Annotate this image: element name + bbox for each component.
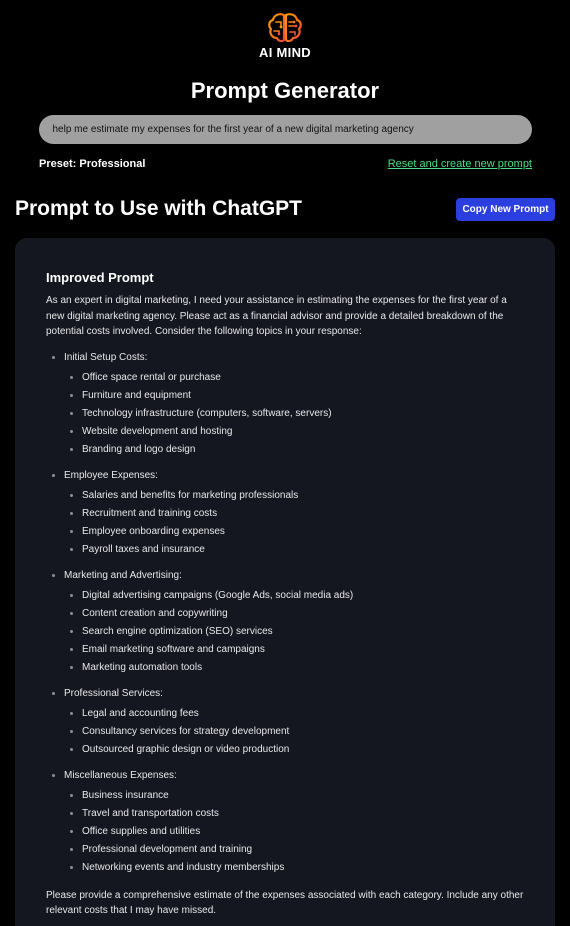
list-item-text: Office space rental or purchase bbox=[82, 372, 221, 384]
list-item bbox=[70, 407, 527, 421]
list-item bbox=[70, 625, 527, 639]
preset-row bbox=[39, 156, 532, 172]
list-item bbox=[70, 489, 527, 503]
list-item bbox=[70, 843, 527, 857]
category-item bbox=[46, 351, 527, 457]
prompt-card bbox=[15, 238, 555, 926]
list-item-text: Networking events and industry memberships bbox=[82, 862, 285, 874]
category-item bbox=[46, 687, 527, 757]
list-item-text: Payroll taxes and insurance bbox=[82, 544, 205, 556]
list-item-text: Recruitment and training costs bbox=[82, 508, 218, 520]
list-item-text: Email marketing software and campaigns bbox=[82, 644, 265, 656]
list-item-text: Professional development and training bbox=[82, 844, 253, 856]
bullet-icon bbox=[52, 774, 55, 777]
list-item-text: Technology infrastructure (computers, software, servers) bbox=[82, 408, 332, 420]
bullet-icon bbox=[52, 692, 55, 695]
category-label: Initial Setup Costs: bbox=[64, 352, 148, 364]
subitem-list bbox=[46, 589, 527, 675]
subitem-list bbox=[46, 371, 527, 457]
bullet-icon bbox=[70, 430, 73, 433]
bullet-icon bbox=[70, 712, 73, 715]
list-item bbox=[70, 743, 527, 757]
list-item bbox=[70, 371, 527, 385]
bullet-icon bbox=[52, 474, 55, 477]
list-item-text: Marketing automation tools bbox=[82, 662, 203, 674]
list-item bbox=[70, 543, 527, 557]
category-label: Marketing and Advertising: bbox=[64, 570, 182, 582]
subitem-list bbox=[46, 707, 527, 757]
list-item bbox=[70, 661, 527, 675]
bullet-icon bbox=[70, 794, 73, 797]
bullet-icon bbox=[70, 448, 73, 451]
copy-prompt-button[interactable]: Copy New Prompt bbox=[456, 198, 555, 221]
card-heading: Improved Prompt bbox=[46, 270, 154, 285]
bullet-icon bbox=[70, 512, 73, 515]
list-item-text: Legal and accounting fees bbox=[82, 708, 199, 720]
list-item-text: Website development and hosting bbox=[82, 426, 233, 438]
list-item bbox=[70, 507, 527, 521]
card-outro: Please provide a comprehensive estimate of the expenses associated with each category. Include any other relevant costs that I may have missed. bbox=[46, 889, 524, 917]
bullet-icon bbox=[70, 630, 73, 633]
brain-icon bbox=[268, 12, 302, 44]
bullet-icon bbox=[70, 848, 73, 851]
bullet-icon bbox=[52, 356, 55, 359]
category-label: Employee Expenses: bbox=[64, 470, 158, 482]
category-item bbox=[46, 569, 527, 675]
page-title: Prompt Generator bbox=[190, 78, 380, 103]
list-item bbox=[70, 389, 527, 403]
list-item bbox=[70, 425, 527, 439]
prompt-input[interactable] bbox=[39, 115, 532, 144]
bullet-icon bbox=[52, 574, 55, 577]
list-item-text: Content creation and copywriting bbox=[82, 608, 228, 620]
list-item bbox=[70, 707, 527, 721]
card-intro: As an expert in digital marketing, I need your assistance in estimating the expenses for the first year of a new digital marketing agency. Please act as a financial advisor and provide a detailed breakdown of the potential costs involved. Consider the following topics in your response: bbox=[46, 295, 507, 338]
section-header bbox=[15, 194, 555, 224]
section-title: Prompt to Use with ChatGPT bbox=[15, 197, 303, 220]
list-item-text: Outsourced graphic design or video production bbox=[82, 744, 290, 756]
bullet-icon bbox=[70, 830, 73, 833]
bullet-icon bbox=[70, 812, 73, 815]
list-item bbox=[70, 643, 527, 657]
list-item bbox=[70, 725, 527, 739]
list-item-text: Employee onboarding expenses bbox=[82, 526, 225, 538]
list-item bbox=[70, 607, 527, 621]
list-item bbox=[70, 525, 527, 539]
bullet-icon bbox=[70, 494, 73, 497]
category-label: Miscellaneous Expenses: bbox=[64, 770, 177, 782]
preset-label: Preset: Professional bbox=[39, 158, 146, 170]
list-item bbox=[70, 825, 527, 839]
bullet-icon bbox=[70, 648, 73, 651]
list-item-text: Furniture and equipment bbox=[82, 390, 191, 402]
bullet-icon bbox=[70, 666, 73, 669]
bullet-icon bbox=[70, 866, 73, 869]
bullet-icon bbox=[70, 412, 73, 415]
bullet-icon bbox=[70, 612, 73, 615]
list-item-text: Travel and transportation costs bbox=[82, 808, 219, 820]
category-list bbox=[46, 351, 527, 875]
category-item bbox=[46, 469, 527, 557]
subitem-list bbox=[46, 489, 527, 557]
category-label: Professional Services: bbox=[64, 688, 163, 700]
bullet-icon bbox=[70, 530, 73, 533]
bullet-icon bbox=[70, 548, 73, 551]
bullet-icon bbox=[70, 376, 73, 379]
logo[interactable] bbox=[0, 0, 570, 60]
bullet-icon bbox=[70, 748, 73, 751]
list-item bbox=[70, 789, 527, 803]
list-item-text: Salaries and benefits for marketing professionals bbox=[82, 490, 299, 502]
subitem-list bbox=[46, 789, 527, 875]
brand-name: AI MIND bbox=[259, 45, 311, 60]
bullet-icon bbox=[70, 594, 73, 597]
list-item-text: Search engine optimization (SEO) services bbox=[82, 626, 273, 638]
list-item-text: Digital advertising campaigns (Google Ads, social media ads) bbox=[82, 590, 354, 602]
list-item-text: Office supplies and utilities bbox=[82, 826, 201, 838]
category-item bbox=[46, 769, 527, 875]
list-item bbox=[70, 807, 527, 821]
bullet-icon bbox=[70, 730, 73, 733]
list-item-text: Consultancy services for strategy development bbox=[82, 726, 290, 738]
bullet-icon bbox=[70, 394, 73, 397]
list-item bbox=[70, 589, 527, 603]
list-item bbox=[70, 861, 527, 875]
reset-link[interactable]: Reset and create new prompt bbox=[387, 158, 532, 170]
list-item-text: Business insurance bbox=[82, 790, 169, 802]
list-item bbox=[70, 443, 527, 457]
list-item-text: Branding and logo design bbox=[82, 444, 196, 456]
